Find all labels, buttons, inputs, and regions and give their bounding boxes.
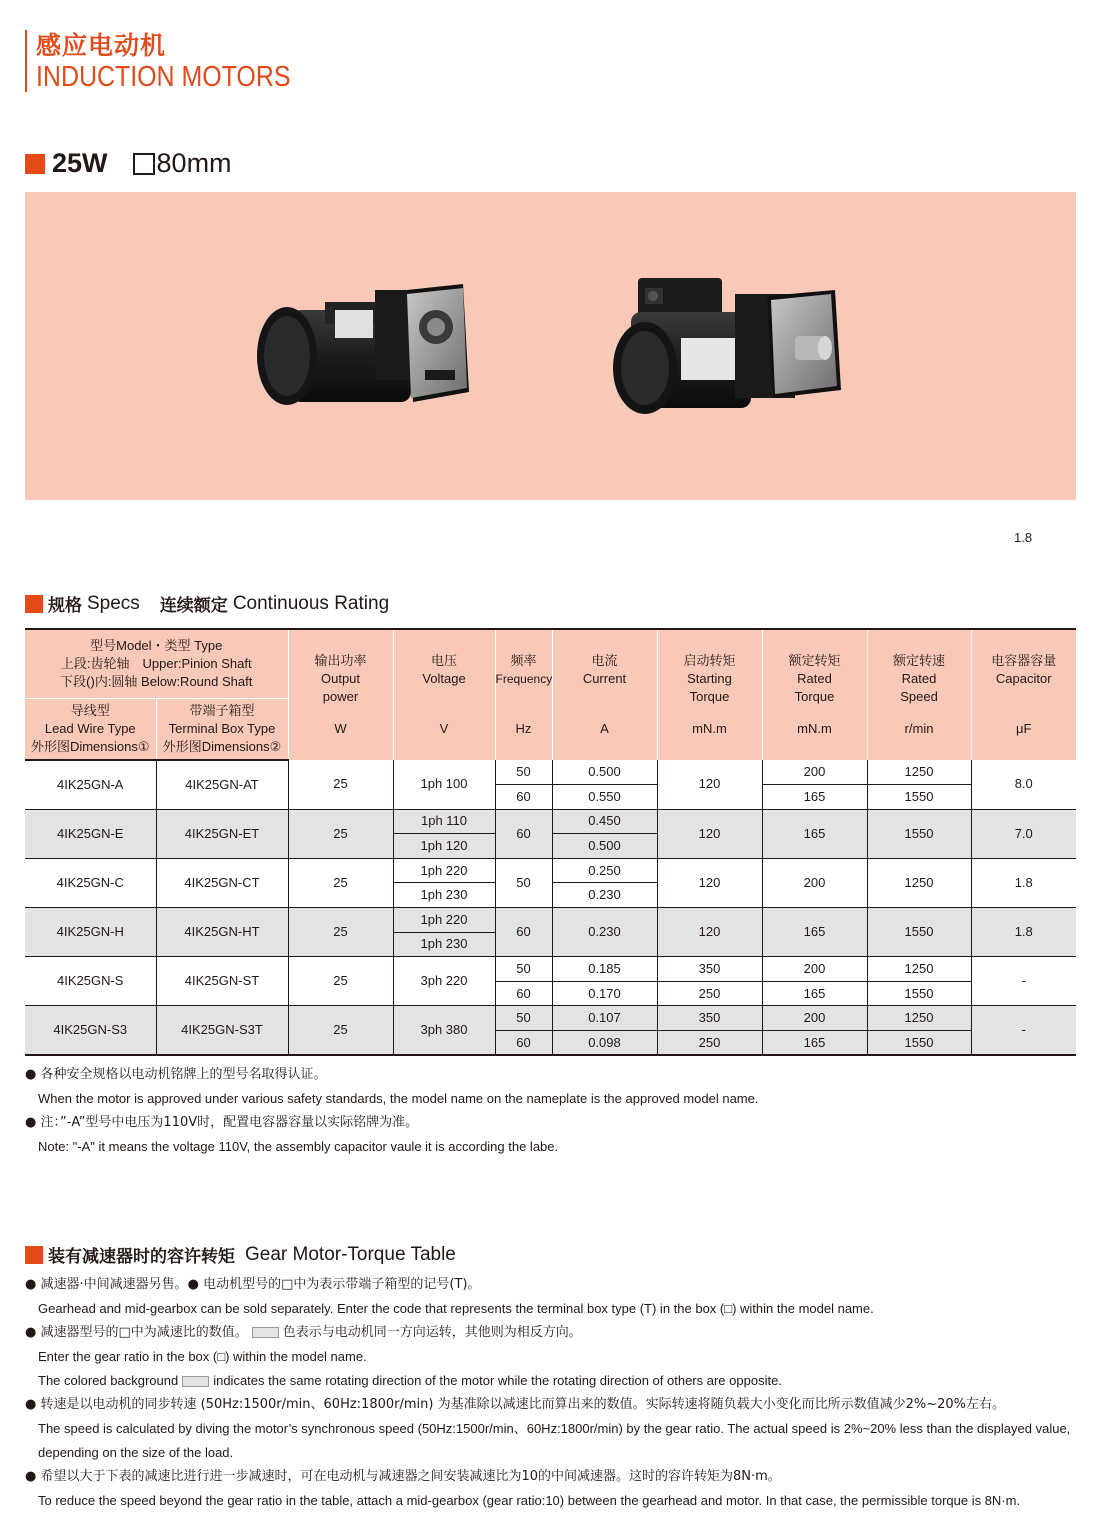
power-cell: 25 xyxy=(288,858,393,907)
starting-torque-cell: 350 xyxy=(657,957,762,982)
header-text: 电压 xyxy=(430,653,457,668)
starting-torque-cell: 120 xyxy=(657,760,762,809)
product-power: 25W xyxy=(52,148,108,178)
rated-torque-cell: 200 xyxy=(762,957,867,982)
capacitor-header xyxy=(971,629,1076,760)
current-cell: 0.107 xyxy=(552,1006,657,1031)
rated-speed-cell: 1550 xyxy=(867,981,971,1006)
current-cell: 0.550 xyxy=(552,785,657,810)
rated-speed-cell: 1550 xyxy=(867,809,971,858)
note-cn: ● 希望以大于下表的减速比进行进一步减速时，可在电动机与减速器之间安装减速比为10的中间减速器。这时的容许转矩为8N·m。 xyxy=(25,1469,781,1484)
header-text: 下段()内:圆轴 Below:Round Shaft xyxy=(60,673,253,689)
color-swatch-icon xyxy=(252,1327,279,1338)
specs-notes xyxy=(25,1063,758,1159)
table-row xyxy=(25,809,1076,834)
terminal-model-cell: 4IK25GN-ET xyxy=(156,809,288,858)
rated-torque-cell: 200 xyxy=(762,858,867,907)
voltage-cell: 1ph 220 xyxy=(393,908,495,933)
starting-torque-cell: 120 xyxy=(657,809,762,858)
specs-table xyxy=(25,628,1076,1056)
header-text: 额定转矩 xyxy=(788,653,841,668)
header-text: Torque xyxy=(689,689,730,704)
header-text: 电容器容量 xyxy=(991,653,1057,668)
current-cell: 0.170 xyxy=(552,981,657,1006)
rated-speed-cell: 1250 xyxy=(867,858,971,907)
section-marker-icon xyxy=(25,1246,43,1264)
header-text: 上段:齿轮轴 Upper:Pinion Shaft xyxy=(60,655,252,671)
frequency-cell: 60 xyxy=(495,809,552,858)
frequency-header xyxy=(495,629,552,760)
header-text: Speed xyxy=(900,689,938,704)
header-text: 外形图Dimensions① xyxy=(30,738,150,754)
frequency-cell: 60 xyxy=(495,1031,552,1056)
table-row xyxy=(25,760,1076,785)
capacitor-cell: - xyxy=(971,957,1076,1006)
terminal-model-cell: 4IK25GN-ST xyxy=(156,957,288,1006)
header-unit: Hz xyxy=(515,721,532,736)
header-text: Rated xyxy=(797,671,832,686)
current-cell: 0.250 xyxy=(552,858,657,883)
note-cn: ● 注：”-A”型号中电压为110V时，配置电容器容量以实际铭牌为准。 xyxy=(25,1115,419,1130)
starting-torque-cell: 120 xyxy=(657,858,762,907)
note-en: Enter the gear ratio in the box (□) within the model name. xyxy=(38,1349,367,1364)
rated-torque-cell: 165 xyxy=(762,908,867,957)
note-en: The speed is calculated by diving the motor’s synchronous speed (50Hz:1500r/min、60Hz:1800r/min) by the gear ratio. The actual speed is 2%~20% less than the displayed value, xyxy=(38,1421,1071,1436)
header-unit: r/min xyxy=(904,721,934,736)
header-text: 输出功率 xyxy=(314,653,367,668)
header-title-cn: 感应电动机 xyxy=(36,31,167,60)
lead-model-cell: 4IK25GN-A xyxy=(25,760,156,809)
rated-speed-cell: 1250 xyxy=(867,1006,971,1031)
voltage-cell: 3ph 220 xyxy=(393,957,495,1006)
table-row xyxy=(25,957,1076,982)
header-text: Starting xyxy=(687,671,732,686)
header-text: Voltage xyxy=(422,671,466,686)
rated-torque-cell: 165 xyxy=(762,981,867,1006)
specs-title-en: Specs xyxy=(87,592,140,614)
note-text: indicates the same rotating direction of the motor while the rotating direction of others are opposite. xyxy=(213,1373,782,1388)
header-title-en: INDUCTION MOTORS xyxy=(36,61,291,93)
gear-title-cn: 装有减速器时的容许转矩 xyxy=(48,1247,235,1267)
note-cn: ● 减速器·中间减速器另售。● 电动机型号的□中为表示带端子箱型的记号(T)。 xyxy=(25,1277,481,1292)
header-unit: μF xyxy=(1016,721,1032,736)
current-cell: 0.098 xyxy=(552,1031,657,1056)
capacitor-cell: 1.8 xyxy=(971,908,1076,957)
rated-torque-cell: 165 xyxy=(762,1031,867,1056)
terminal-box-motor-image xyxy=(613,278,841,414)
gear-notes xyxy=(25,1273,1095,1513)
header-text: power xyxy=(322,689,359,704)
header-text: Capacitor xyxy=(995,671,1052,686)
lead-model-cell: 4IK25GN-E xyxy=(25,809,156,858)
header-text: Frequency xyxy=(495,672,553,686)
note-en: depending on the size of the load. xyxy=(38,1445,234,1460)
header-text: 频率 xyxy=(510,653,537,668)
terminal-model-cell: 4IK25GN-S3T xyxy=(156,1006,288,1055)
voltage-cell: 1ph 230 xyxy=(393,932,495,957)
header-text: 额定转速 xyxy=(892,653,945,668)
voltage-cell: 1ph 100 xyxy=(393,760,495,809)
current-cell: 0.500 xyxy=(552,760,657,785)
header-unit: mN.m xyxy=(797,721,832,736)
lead-model-cell: 4IK25GN-S xyxy=(25,957,156,1006)
power-header xyxy=(288,629,393,760)
capacitor-cell: - xyxy=(971,1006,1076,1055)
rated-torque-cell: 165 xyxy=(762,785,867,810)
current-header xyxy=(552,629,657,760)
gear-title-en: Gear Motor-Torque Table xyxy=(245,1243,456,1265)
product-title xyxy=(25,148,232,179)
square-frame-icon xyxy=(133,153,155,175)
color-swatch-icon xyxy=(182,1376,209,1387)
product-size: 80mm xyxy=(156,148,232,178)
voltage-header xyxy=(393,629,495,760)
lead-model-cell: 4IK25GN-C xyxy=(25,858,156,907)
rated-speed-cell: 1550 xyxy=(867,1031,971,1056)
rated-speed-cell: 1550 xyxy=(867,785,971,810)
header-text: 启动转矩 xyxy=(683,653,736,668)
note-text: The colored background xyxy=(38,1373,179,1388)
motor-photos-illustration xyxy=(25,192,1076,500)
voltage-cell: 1ph 220 xyxy=(393,858,495,883)
rated-torque-cell: 200 xyxy=(762,760,867,785)
table-row xyxy=(25,1006,1076,1031)
terminal-model-cell: 4IK25GN-CT xyxy=(156,858,288,907)
header-text: Terminal Box Type xyxy=(168,720,276,736)
power-cell: 25 xyxy=(288,908,393,957)
note-en-with-swatch xyxy=(25,1369,1095,1393)
section-marker-icon xyxy=(25,154,45,174)
model-type-header xyxy=(25,629,288,698)
specs-title xyxy=(25,591,389,616)
note-cn: ● 转速是以电动机的同步转速 (50Hz:1500r/min、60Hz:1800r/min) 为基准除以减速比而算出来的数值。实际转速将随负载大小变化而比所示数值减少2%~20%左右。 xyxy=(25,1397,1005,1412)
rated-speed-cell: 1550 xyxy=(867,908,971,957)
current-cell: 0.230 xyxy=(552,908,657,957)
note-cn-with-swatch xyxy=(25,1321,1095,1345)
header-unit: V xyxy=(439,721,449,736)
table-row xyxy=(25,858,1076,883)
starting-torque-cell: 350 xyxy=(657,1006,762,1031)
starting-torque-cell: 250 xyxy=(657,981,762,1006)
rated-torque-header xyxy=(762,629,867,760)
gear-torque-title xyxy=(25,1242,456,1267)
rated-torque-cell: 200 xyxy=(762,1006,867,1031)
current-cell: 0.500 xyxy=(552,834,657,859)
page-header xyxy=(25,30,332,92)
lead-wire-header xyxy=(25,698,156,760)
header-text: 导线型 xyxy=(70,702,110,718)
power-cell: 25 xyxy=(288,760,393,809)
page-number: 1.8 xyxy=(1014,530,1033,545)
power-cell: 25 xyxy=(288,1006,393,1055)
starting-torque-header xyxy=(657,629,762,760)
header-text: 外形图Dimensions② xyxy=(162,738,282,754)
terminal-model-cell: 4IK25GN-HT xyxy=(156,908,288,957)
note-en: Gearhead and mid-gearbox can be sold separately. Enter the code that represents the terminal box type (T) in the box (□) within the model name. xyxy=(38,1301,874,1316)
header-text: Current xyxy=(582,671,627,686)
terminal-model-cell: 4IK25GN-AT xyxy=(156,760,288,809)
section-marker-icon xyxy=(25,595,43,613)
frequency-cell: 60 xyxy=(495,785,552,810)
note-cn: ● 各种安全规格以电动机铭牌上的型号名取得认证。 xyxy=(25,1067,327,1082)
voltage-cell: 1ph 230 xyxy=(393,883,495,908)
frequency-cell: 60 xyxy=(495,908,552,957)
power-cell: 25 xyxy=(288,809,393,858)
voltage-cell: 3ph 380 xyxy=(393,1006,495,1055)
header-unit: A xyxy=(600,721,609,736)
note-text: ● 减速器型号的□中为减速比的数值。 xyxy=(25,1325,248,1340)
rating-title-cn: 连续额定 xyxy=(159,596,228,616)
rating-title-en: Continuous Rating xyxy=(232,592,390,614)
note-en: When the motor is approved under various safety standards, the model name on the nameplate is the approved model name. xyxy=(38,1091,759,1106)
starting-torque-cell: 250 xyxy=(657,1031,762,1056)
header-text: 型号Model・类型 Type xyxy=(90,637,223,653)
note-en: Note: "-A" it means the voltage 110V, the assembly capacitor vaule it is according the labe. xyxy=(38,1139,559,1154)
frequency-cell: 50 xyxy=(495,858,552,907)
capacitor-cell: 1.8 xyxy=(971,858,1076,907)
rated-speed-cell: 1250 xyxy=(867,760,971,785)
lead-model-cell: 4IK25GN-H xyxy=(25,908,156,957)
frequency-cell: 50 xyxy=(495,957,552,982)
capacitor-cell: 8.0 xyxy=(971,760,1076,809)
header-text: Lead Wire Type xyxy=(44,720,136,736)
capacitor-cell: 7.0 xyxy=(971,809,1076,858)
power-cell: 25 xyxy=(288,957,393,1006)
header-text: Rated xyxy=(901,671,937,686)
lead-model-cell: 4IK25GN-S3 xyxy=(25,1006,156,1055)
header-unit: mN.m xyxy=(692,721,727,736)
table-row xyxy=(25,908,1076,933)
header-text: 带端子箱型 xyxy=(189,702,255,718)
starting-torque-cell: 120 xyxy=(657,908,762,957)
voltage-cell: 1ph 110 xyxy=(393,809,495,834)
rated-speed-cell: 1250 xyxy=(867,957,971,982)
header-text: Output xyxy=(320,671,361,686)
current-cell: 0.230 xyxy=(552,883,657,908)
header-text: 电流 xyxy=(591,653,618,668)
rated-speed-header xyxy=(867,629,971,760)
terminal-box-header xyxy=(156,698,288,760)
current-cell: 0.450 xyxy=(552,809,657,834)
note-text: 色表示与电动机同一方向运转，其他则为相反方向。 xyxy=(282,1325,582,1340)
header-unit: W xyxy=(334,721,347,736)
specs-title-cn: 规格 xyxy=(48,596,82,616)
product-photo-panel xyxy=(25,192,1076,500)
header-text: Torque xyxy=(794,689,835,704)
frequency-cell: 50 xyxy=(495,760,552,785)
note-en: To reduce the speed beyond the gear ratio in the table, attach a mid-gearbox (gear ratio:10) between the gearhead and motor. In that case, the permissible torque is 8N·m. xyxy=(38,1493,1021,1508)
rated-torque-cell: 165 xyxy=(762,809,867,858)
voltage-cell: 1ph 120 xyxy=(393,834,495,859)
frequency-cell: 60 xyxy=(495,981,552,1006)
current-cell: 0.185 xyxy=(552,957,657,982)
lead-wire-motor-image xyxy=(257,284,469,405)
frequency-cell: 50 xyxy=(495,1006,552,1031)
